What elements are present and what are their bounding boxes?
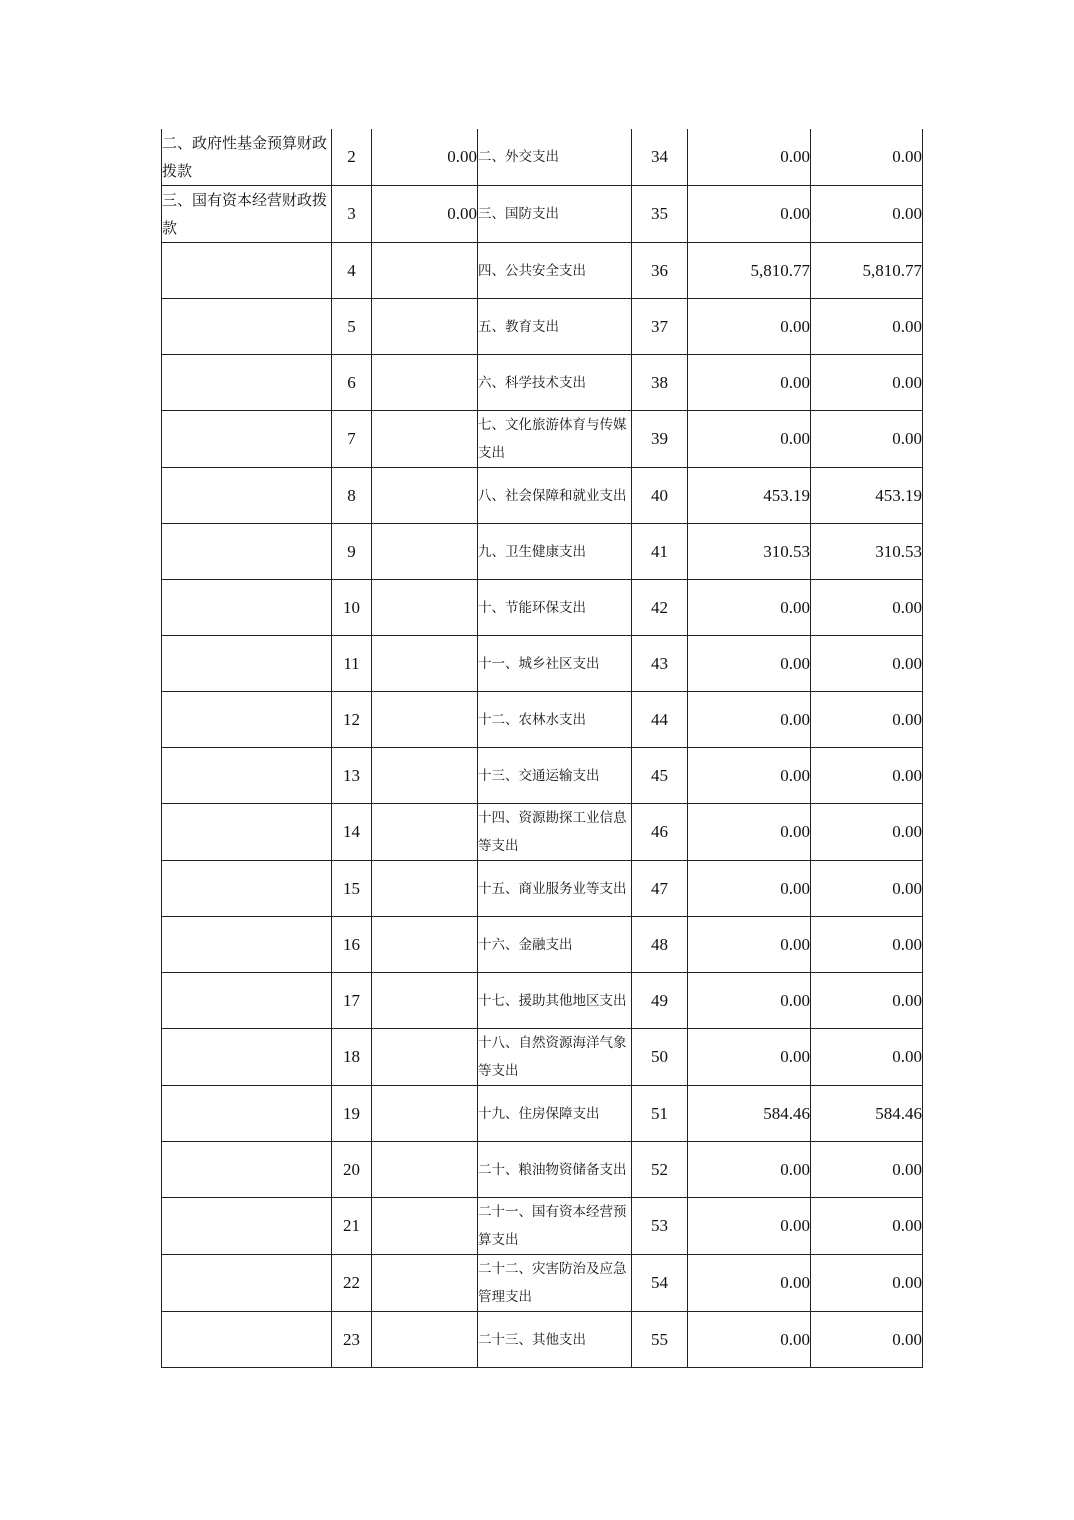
income-item-cell — [162, 299, 332, 355]
income-line-number-cell: 17 — [332, 973, 372, 1029]
expense-line-number-cell: 48 — [632, 917, 688, 973]
table-row — [162, 973, 923, 1029]
income-line-number-cell: 4 — [332, 243, 372, 299]
income-amount-cell — [372, 468, 478, 524]
table-row — [162, 580, 923, 636]
budget-table-page — [161, 129, 922, 1368]
table-row — [162, 186, 923, 243]
table-row — [162, 1198, 923, 1255]
expense-line-number-cell: 53 — [632, 1198, 688, 1255]
expense-item-cell: 十七、援助其他地区支出 — [478, 973, 632, 1029]
income-line-number-cell: 7 — [332, 411, 372, 468]
income-amount-cell — [372, 748, 478, 804]
expense-budget-cell: 0.00 — [811, 1255, 923, 1312]
expense-total-cell: 0.00 — [688, 1029, 811, 1086]
expense-budget-cell: 5,810.77 — [811, 243, 923, 299]
income-amount-cell — [372, 636, 478, 692]
expense-budget-cell: 0.00 — [811, 299, 923, 355]
expense-line-number-cell: 44 — [632, 692, 688, 748]
expense-budget-cell: 0.00 — [811, 1142, 923, 1198]
income-amount-cell — [372, 243, 478, 299]
expense-line-number-cell: 36 — [632, 243, 688, 299]
expense-total-cell: 0.00 — [688, 861, 811, 917]
income-amount-cell — [372, 1198, 478, 1255]
income-amount-cell — [372, 1086, 478, 1142]
expense-line-number-cell: 45 — [632, 748, 688, 804]
expense-line-number-cell: 34 — [632, 129, 688, 186]
expense-line-number-cell: 55 — [632, 1312, 688, 1368]
table-row — [162, 243, 923, 299]
expense-line-number-cell: 50 — [632, 1029, 688, 1086]
income-amount-cell — [372, 411, 478, 468]
expense-budget-cell: 0.00 — [811, 692, 923, 748]
expense-total-cell: 0.00 — [688, 692, 811, 748]
income-amount-cell: 0.00 — [372, 129, 478, 186]
income-amount-cell — [372, 804, 478, 861]
expense-item-cell: 十五、商业服务业等支出 — [478, 861, 632, 917]
expense-total-cell: 0.00 — [688, 748, 811, 804]
income-item-cell — [162, 411, 332, 468]
expense-budget-cell: 0.00 — [811, 1198, 923, 1255]
expense-total-cell: 0.00 — [688, 411, 811, 468]
income-amount-cell — [372, 917, 478, 973]
expense-total-cell: 0.00 — [688, 299, 811, 355]
expense-budget-cell: 310.53 — [811, 524, 923, 580]
income-amount-cell — [372, 299, 478, 355]
expense-budget-cell: 453.19 — [811, 468, 923, 524]
expense-budget-cell: 0.00 — [811, 411, 923, 468]
income-item-cell — [162, 524, 332, 580]
income-item-cell — [162, 355, 332, 411]
expense-budget-cell: 584.46 — [811, 1086, 923, 1142]
income-line-number-cell: 19 — [332, 1086, 372, 1142]
expense-budget-cell: 0.00 — [811, 186, 923, 243]
income-amount-cell — [372, 1312, 478, 1368]
expense-total-cell: 5,810.77 — [688, 243, 811, 299]
expense-item-cell: 八、社会保障和就业支出 — [478, 468, 632, 524]
expense-total-cell: 0.00 — [688, 186, 811, 243]
table-row — [162, 468, 923, 524]
income-amount-cell — [372, 1029, 478, 1086]
income-line-number-cell: 14 — [332, 804, 372, 861]
income-item-cell — [162, 861, 332, 917]
expense-line-number-cell: 42 — [632, 580, 688, 636]
expense-budget-cell: 0.00 — [811, 580, 923, 636]
income-line-number-cell: 18 — [332, 1029, 372, 1086]
income-amount-cell — [372, 861, 478, 917]
budget-table — [161, 129, 923, 1368]
table-row — [162, 129, 923, 186]
income-amount-cell — [372, 524, 478, 580]
income-item-cell — [162, 1255, 332, 1312]
table-row — [162, 355, 923, 411]
income-item-cell — [162, 468, 332, 524]
income-line-number-cell: 13 — [332, 748, 372, 804]
expense-line-number-cell: 40 — [632, 468, 688, 524]
expense-item-cell: 十、节能环保支出 — [478, 580, 632, 636]
expense-total-cell: 0.00 — [688, 355, 811, 411]
expense-item-cell: 六、科学技术支出 — [478, 355, 632, 411]
expense-total-cell: 0.00 — [688, 129, 811, 186]
income-amount-cell — [372, 580, 478, 636]
income-item-cell — [162, 692, 332, 748]
expense-budget-cell: 0.00 — [811, 355, 923, 411]
expense-item-cell: 十八、自然资源海洋气象等支出 — [478, 1029, 632, 1086]
expense-item-cell: 二十二、灾害防治及应急管理支出 — [478, 1255, 632, 1312]
expense-line-number-cell: 47 — [632, 861, 688, 917]
income-line-number-cell: 10 — [332, 580, 372, 636]
expense-line-number-cell: 51 — [632, 1086, 688, 1142]
income-item-cell — [162, 243, 332, 299]
income-line-number-cell: 3 — [332, 186, 372, 243]
table-row — [162, 917, 923, 973]
income-line-number-cell: 11 — [332, 636, 372, 692]
expense-item-cell: 九、卫生健康支出 — [478, 524, 632, 580]
expense-item-cell: 十九、住房保障支出 — [478, 1086, 632, 1142]
expense-line-number-cell: 35 — [632, 186, 688, 243]
expense-total-cell: 0.00 — [688, 973, 811, 1029]
income-amount-cell: 0.00 — [372, 186, 478, 243]
table-row — [162, 692, 923, 748]
income-line-number-cell: 16 — [332, 917, 372, 973]
expense-budget-cell: 0.00 — [811, 1029, 923, 1086]
income-line-number-cell: 5 — [332, 299, 372, 355]
income-item-cell: 三、国有资本经营财政拨款 — [162, 186, 332, 243]
expense-total-cell: 0.00 — [688, 917, 811, 973]
expense-budget-cell: 0.00 — [811, 804, 923, 861]
income-item-cell — [162, 1142, 332, 1198]
income-amount-cell — [372, 973, 478, 1029]
expense-budget-cell: 0.00 — [811, 129, 923, 186]
income-line-number-cell: 2 — [332, 129, 372, 186]
expense-line-number-cell: 54 — [632, 1255, 688, 1312]
table-row — [162, 1255, 923, 1312]
income-line-number-cell: 22 — [332, 1255, 372, 1312]
expense-total-cell: 453.19 — [688, 468, 811, 524]
expense-item-cell: 四、公共安全支出 — [478, 243, 632, 299]
table-row — [162, 411, 923, 468]
income-line-number-cell: 20 — [332, 1142, 372, 1198]
income-item-cell — [162, 748, 332, 804]
expense-item-cell: 三、国防支出 — [478, 186, 632, 243]
expense-budget-cell: 0.00 — [811, 973, 923, 1029]
table-row — [162, 299, 923, 355]
table-row — [162, 524, 923, 580]
expense-budget-cell: 0.00 — [811, 917, 923, 973]
expense-budget-cell: 0.00 — [811, 1312, 923, 1368]
income-item-cell — [162, 1198, 332, 1255]
expense-item-cell: 二十三、其他支出 — [478, 1312, 632, 1368]
expense-line-number-cell: 37 — [632, 299, 688, 355]
table-row — [162, 1142, 923, 1198]
expense-total-cell: 0.00 — [688, 1312, 811, 1368]
expense-item-cell: 十六、金融支出 — [478, 917, 632, 973]
expense-item-cell: 十四、资源勘探工业信息等支出 — [478, 804, 632, 861]
expense-total-cell: 0.00 — [688, 1255, 811, 1312]
income-item-cell — [162, 1029, 332, 1086]
table-row — [162, 1312, 923, 1368]
expense-total-cell: 0.00 — [688, 580, 811, 636]
expense-line-number-cell: 41 — [632, 524, 688, 580]
income-item-cell — [162, 1312, 332, 1368]
income-item-cell — [162, 1086, 332, 1142]
expense-total-cell: 310.53 — [688, 524, 811, 580]
expense-item-cell: 十三、交通运输支出 — [478, 748, 632, 804]
income-line-number-cell: 23 — [332, 1312, 372, 1368]
table-row — [162, 636, 923, 692]
expense-budget-cell: 0.00 — [811, 748, 923, 804]
expense-item-cell: 五、教育支出 — [478, 299, 632, 355]
expense-item-cell: 二十一、国有资本经营预算支出 — [478, 1198, 632, 1255]
expense-item-cell: 七、文化旅游体育与传媒支出 — [478, 411, 632, 468]
expense-line-number-cell: 46 — [632, 804, 688, 861]
table-row — [162, 1086, 923, 1142]
table-row — [162, 1029, 923, 1086]
expense-total-cell: 0.00 — [688, 1198, 811, 1255]
expense-total-cell: 0.00 — [688, 636, 811, 692]
income-line-number-cell: 9 — [332, 524, 372, 580]
income-item-cell — [162, 917, 332, 973]
expense-total-cell: 0.00 — [688, 804, 811, 861]
expense-item-cell: 十二、农林水支出 — [478, 692, 632, 748]
expense-line-number-cell: 38 — [632, 355, 688, 411]
table-row — [162, 861, 923, 917]
income-line-number-cell: 21 — [332, 1198, 372, 1255]
table-row — [162, 804, 923, 861]
income-amount-cell — [372, 1255, 478, 1312]
income-line-number-cell: 12 — [332, 692, 372, 748]
income-item-cell — [162, 636, 332, 692]
expense-total-cell: 584.46 — [688, 1086, 811, 1142]
income-item-cell — [162, 973, 332, 1029]
income-line-number-cell: 15 — [332, 861, 372, 917]
budget-table-body — [162, 129, 923, 1368]
income-item-cell — [162, 804, 332, 861]
income-item-cell — [162, 580, 332, 636]
expense-budget-cell: 0.00 — [811, 861, 923, 917]
expense-item-cell: 十一、城乡社区支出 — [478, 636, 632, 692]
expense-budget-cell: 0.00 — [811, 636, 923, 692]
expense-line-number-cell: 49 — [632, 973, 688, 1029]
expense-total-cell: 0.00 — [688, 1142, 811, 1198]
table-row — [162, 748, 923, 804]
income-amount-cell — [372, 355, 478, 411]
expense-line-number-cell: 52 — [632, 1142, 688, 1198]
income-line-number-cell: 8 — [332, 468, 372, 524]
expense-item-cell: 二、外交支出 — [478, 129, 632, 186]
expense-line-number-cell: 39 — [632, 411, 688, 468]
income-amount-cell — [372, 1142, 478, 1198]
expense-item-cell: 二十、粮油物资储备支出 — [478, 1142, 632, 1198]
income-amount-cell — [372, 692, 478, 748]
income-line-number-cell: 6 — [332, 355, 372, 411]
expense-line-number-cell: 43 — [632, 636, 688, 692]
income-item-cell: 二、政府性基金预算财政拨款 — [162, 129, 332, 186]
